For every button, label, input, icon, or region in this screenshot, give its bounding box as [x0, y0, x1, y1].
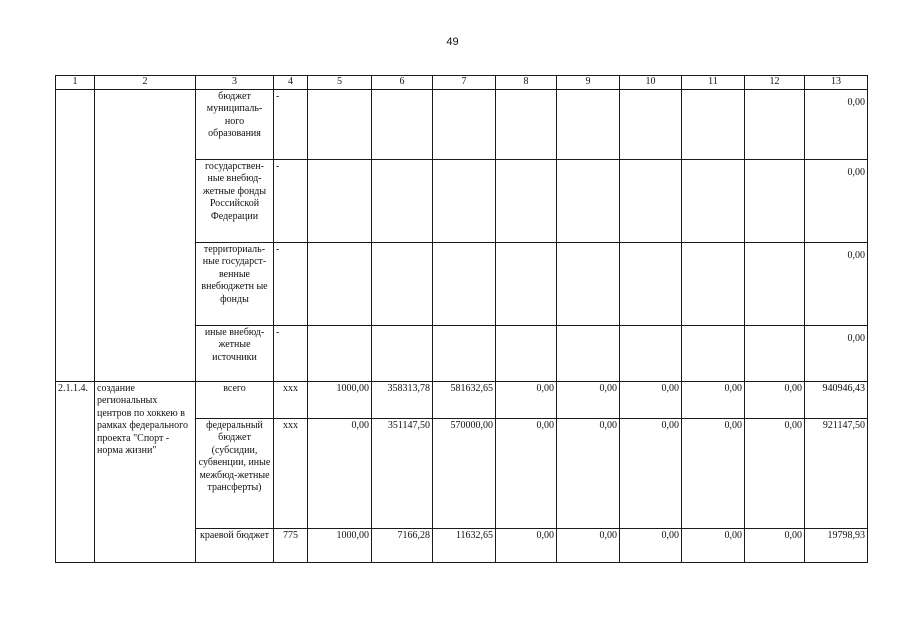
- amount-cell: 0,00: [496, 528, 557, 562]
- amount-cell: 0,00: [682, 418, 745, 528]
- col-header: 4: [274, 76, 308, 90]
- amount-cell: 570000,00: [433, 418, 496, 528]
- empty-code-cell: [56, 89, 95, 381]
- amount-cell: 0,00: [496, 381, 557, 418]
- empty-name-cell: [95, 89, 196, 381]
- total-cell: 940946,43: [805, 381, 868, 418]
- amount-cell: 0,00: [557, 528, 620, 562]
- col-header: 1: [56, 76, 95, 90]
- amount-cell: 0,00: [557, 418, 620, 528]
- table-row: [56, 381, 868, 418]
- source-cell: всего: [196, 381, 274, 418]
- csr-cell: -: [274, 325, 308, 381]
- amount-cell: 0,00: [682, 381, 745, 418]
- measure-name: создание региональных центров по хоккею в рамках федерального проекта "Спорт - норма жизни": [95, 381, 196, 562]
- col-header: 7: [433, 76, 496, 90]
- source-cell: краевой бюджет: [196, 528, 274, 562]
- total-cell: 19798,93: [805, 528, 868, 562]
- page-number: 49: [446, 36, 459, 48]
- csr-cell: -: [274, 242, 308, 325]
- col-header: 11: [682, 76, 745, 90]
- col-header: 9: [557, 76, 620, 90]
- total-cell: 921147,50: [805, 418, 868, 528]
- source-cell: иные внебюд-жетные источники: [196, 325, 274, 381]
- total-cell: 0,00: [805, 325, 868, 381]
- amount-cell: 0,00: [308, 418, 372, 528]
- total-cell: 0,00: [805, 242, 868, 325]
- amount-cell: 1000,00: [308, 381, 372, 418]
- amount-cell: 0,00: [745, 381, 805, 418]
- csr-cell: -: [274, 89, 308, 159]
- amount-cell: 0,00: [620, 418, 682, 528]
- source-cell: федеральный бюджет (субсидии, субвенции, иные межбюд-жетные трансферты): [196, 418, 274, 528]
- total-cell: 0,00: [805, 159, 868, 242]
- source-cell: государствен-ные внебюд-жетные фонды Российской Федерации: [196, 159, 274, 242]
- amount-cell: 581632,65: [433, 381, 496, 418]
- amount-cell: 7166,28: [372, 528, 433, 562]
- amount-cell: 351147,50: [372, 418, 433, 528]
- csr-cell: 775: [274, 528, 308, 562]
- col-header: 12: [745, 76, 805, 90]
- amount-cell: 0,00: [745, 528, 805, 562]
- source-cell: территориаль-ные государст-венные внебюджетн ые фонды: [196, 242, 274, 325]
- amount-cell: 11632,65: [433, 528, 496, 562]
- col-header: 10: [620, 76, 682, 90]
- amount-cell: 0,00: [620, 528, 682, 562]
- amount-cell: 0,00: [557, 381, 620, 418]
- col-header: 3: [196, 76, 274, 90]
- total-cell: 0,00: [805, 89, 868, 159]
- amount-cell: 0,00: [682, 528, 745, 562]
- csr-cell: xxx: [274, 381, 308, 418]
- col-header: 8: [496, 76, 557, 90]
- source-cell: бюджет муниципаль-ного образования: [196, 89, 274, 159]
- budget-table: [55, 75, 868, 563]
- csr-cell: xxx: [274, 418, 308, 528]
- column-number-row: [56, 76, 868, 90]
- amount-cell: 0,00: [496, 418, 557, 528]
- col-header: 6: [372, 76, 433, 90]
- amount-cell: 0,00: [620, 381, 682, 418]
- amount-cell: 358313,78: [372, 381, 433, 418]
- measure-code: 2.1.1.4.: [56, 381, 95, 562]
- amount-cell: 0,00: [745, 418, 805, 528]
- csr-cell: -: [274, 159, 308, 242]
- table-row: [56, 89, 868, 159]
- col-header: 13: [805, 76, 868, 90]
- amount-cell: 1000,00: [308, 528, 372, 562]
- col-header: 2: [95, 76, 196, 90]
- col-header: 5: [308, 76, 372, 90]
